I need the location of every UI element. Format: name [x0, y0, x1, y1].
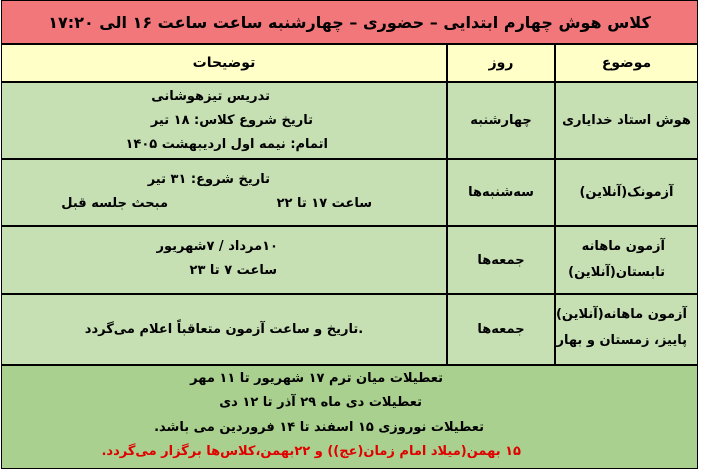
row4-desc: تاریخ و ساعت آزمون متعاقباً اعلام می‌گردد.: [1, 294, 447, 365]
row3-desc-line1: ۱۰مرداد / ۷شهریور: [156, 239, 278, 254]
row2-desc-line3: مبحث جلسه قبل: [61, 196, 168, 211]
footer-line1: تعطیلات میان ترم ۱۷ شهریور تا ۱۱ مهر: [190, 371, 443, 386]
row1-desc-line1: تدریس تیزهوشانی: [151, 89, 270, 104]
holidays-footer: [1, 365, 698, 469]
row1-subject: هوش استاد خدایاری: [555, 82, 698, 159]
row4-subject: [555, 294, 698, 365]
row4-day: جمعه‌ها: [447, 294, 555, 365]
row3-subject-line1: آزمون ماهانه: [581, 239, 665, 254]
row3-subject-line2: تابستان(آنلاین): [568, 265, 665, 280]
footer-line2: تعطیلات دی ماه ۲۹ آذر تا ۱۲ دی: [219, 395, 422, 410]
row1-desc-line3: اتمام: نیمه اول اردیبهشت ۱۴۰۵: [125, 137, 328, 152]
header-desc: توضیحات: [1, 44, 447, 82]
header-day: روز: [447, 44, 555, 82]
row4-subject-line2: پاییز، زمستان و بهار: [556, 333, 687, 348]
row1-day: چهارشنبه: [447, 82, 555, 159]
row2-desc-line2: ساعت ۱۷ تا ۲۲: [276, 196, 372, 211]
row2-desc: [1, 159, 447, 226]
footer-note: ۱۵ بهمن(میلاد امام زمان(عج)) و ۲۲بهمن،کلاس‌ها برگزار می‌گردد.: [101, 444, 521, 459]
row1-desc-line2: تاریخ شروع کلاس: ۱۸ تیر: [150, 113, 313, 128]
row3-desc-line2: ساعت ۷ تا ۲۳: [189, 263, 277, 278]
row3-day: جمعه‌ها: [447, 226, 555, 294]
row2-desc-line1: تاریخ شروع: ۳۱ تیر: [147, 172, 270, 187]
footer-line3: تعطیلات نوروزی ۱۵ اسفند تا ۱۴ فروردین می باشد.: [154, 420, 484, 435]
row2-day: سه‌شنبه‌ها: [447, 159, 555, 226]
header-subject: موضوع: [555, 44, 698, 82]
row3-desc: [1, 226, 447, 294]
row4-subject-line1: آزمون ماهانه(آنلاین): [555, 307, 687, 322]
table-title: کلاس هوش چهارم ابتدایی – حضوری – چهارشنبه ساعت ساعت ۱۶ الی ۱۷:۲۰: [1, 0, 698, 44]
row2-subject: آزمونک(آنلاین): [555, 159, 698, 226]
row1-desc: [1, 82, 447, 159]
row3-subject: [555, 226, 698, 294]
